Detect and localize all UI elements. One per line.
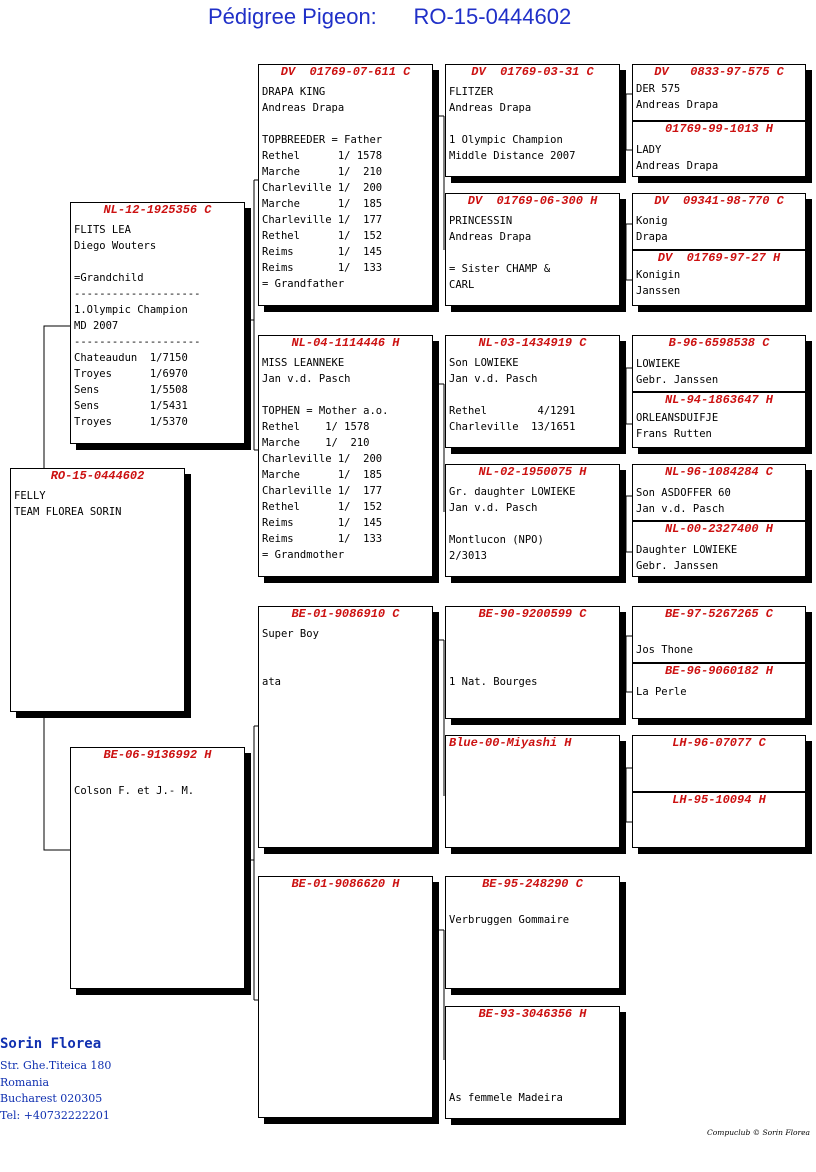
ring-number: NL-94-1863647 H xyxy=(664,393,774,407)
ring-number: NL-03-1434919 C xyxy=(478,336,587,350)
owner-address: Str. Ghe.Titeica 180 Romania Bucharest 020305 Tel: +40732222201 xyxy=(0,1059,112,1122)
pigeon-details xyxy=(633,751,805,755)
pigeon-details: Daughter LOWIEKE Gebr. Janssen xyxy=(636,544,738,572)
ring-number: BE-95-248290 C xyxy=(482,877,583,891)
pedigree-gen5-card[interactable] xyxy=(632,64,806,121)
pedigree-granddam-maternal-card[interactable] xyxy=(258,876,433,1118)
ring-number: NL-96-1084284 C xyxy=(664,465,774,479)
pedigree-gen5-card[interactable] xyxy=(632,663,806,719)
ring-number: BE-93-3046356 H xyxy=(478,1007,587,1021)
pedigree-gen5-card[interactable] xyxy=(632,464,806,521)
ring-number: BE-06-9136992 H xyxy=(103,748,212,762)
pedigree-gen4-card[interactable] xyxy=(445,606,620,719)
pedigree-gen4-card[interactable] xyxy=(445,335,620,448)
pigeon-details: FLITS LEA Diego Wouters =Grandchild -------------------- 1.Olympic Champion MD 2007 -------------------- Chateaudun 1/7150 Troyes 1/6970 Sens 1/5508 Sens 1/5431 Troyes 1/5370 xyxy=(74,224,201,428)
pigeon-details: Verbruggen Gommaire xyxy=(449,914,570,926)
pedigree-gen4-card[interactable] xyxy=(445,1006,620,1119)
page-title: Pédigree Pigeon: RO-15-0444602 xyxy=(208,4,572,29)
pedigree-subject-card[interactable] xyxy=(10,468,185,712)
pedigree-gen5-card[interactable] xyxy=(632,392,806,448)
ring-number: LH-95-10094 H xyxy=(672,793,766,807)
pedigree-gen5-card[interactable] xyxy=(632,250,806,306)
ring-number: NL-04-1114446 H xyxy=(291,336,400,350)
pedigree-gen5-card[interactable] xyxy=(632,792,806,848)
ring-number: BE-96-9060182 H xyxy=(664,664,774,678)
ring-number: 01769-99-1013 H xyxy=(664,122,774,136)
ring-number: DV 01769-07-611 C xyxy=(280,65,411,79)
ring-number: DV 01769-06-300 H xyxy=(467,194,598,208)
pigeon-details: Son ASDOFFER 60 Jan v.d. Pasch xyxy=(636,487,731,515)
pigeon-details: Konig Drapa xyxy=(636,215,668,243)
pedigree-gen4-card[interactable] xyxy=(445,876,620,989)
pigeon-details xyxy=(259,892,432,896)
pigeon-details: La Perle xyxy=(636,686,687,698)
software-credit: Compuclub © Sorin Florea xyxy=(707,1128,810,1137)
pigeon-details: Jos Thone xyxy=(636,644,693,656)
ring-number: NL-00-2327400 H xyxy=(664,522,774,536)
pigeon-details: Colson F. et J.- M. xyxy=(74,785,195,797)
pigeon-details: DER 575 Andreas Drapa xyxy=(636,83,719,111)
ring-number: DV 0833-97-575 C xyxy=(654,65,784,79)
ring-number: BE-90-9200599 C xyxy=(478,607,587,621)
pedigree-grandsire-paternal-card[interactable] xyxy=(258,64,433,306)
pedigree-dam-card[interactable] xyxy=(70,747,245,989)
pigeon-details xyxy=(446,751,619,755)
pigeon-details: Konigin Janssen xyxy=(636,269,681,297)
pigeon-details: Son LOWIEKE Jan v.d. Pasch Rethel 4/1291 Charleville 13/1651 xyxy=(449,357,576,433)
pigeon-details: 1 Nat. Bourges xyxy=(449,676,538,688)
ring-number: BE-01-9086910 C xyxy=(291,607,400,621)
pedigree-gen5-card[interactable] xyxy=(632,606,806,663)
owner-name: Sorin Florea xyxy=(0,1036,102,1052)
pedigree-granddam-paternal-card[interactable] xyxy=(258,335,433,577)
pedigree-gen4-card[interactable] xyxy=(445,64,620,177)
ring-number: DV 01769-03-31 C xyxy=(471,65,594,79)
pigeon-details: DRAPA KING Andreas Drapa TOPBREEDER = Father Rethel 1/ 1578 Marche 1/ 210 Charleville 1/ 200 Marche 1/ 185 Charleville 1/ 177 Rethel 1/ 152 Reims 1/ 145 Reims 1/ 133 = Grandfather xyxy=(262,86,383,290)
pigeon-details: ORLEANSDUIFJE Frans Rutten xyxy=(636,412,719,440)
ring-number: LH-96-07077 C xyxy=(672,736,766,750)
ring-number: DV 09341-98-770 C xyxy=(654,194,784,208)
pigeon-details xyxy=(633,808,805,812)
pigeon-details: LADY Andreas Drapa xyxy=(636,144,719,172)
pedigree-gen4-card[interactable] xyxy=(445,464,620,577)
ring-number: DV 01769-97-27 H xyxy=(657,251,781,265)
ring-number: BE-97-5267265 C xyxy=(664,607,774,621)
pigeon-details: PRINCESSIN Andreas Drapa = Sister CHAMP & CARL xyxy=(449,215,551,291)
pedigree-gen5-card[interactable] xyxy=(632,121,806,177)
ring-number: RO-15-0444602 xyxy=(50,469,145,483)
ring-number: Blue-00-Miyashi H xyxy=(449,736,572,750)
ring-number: B-96-6598538 C xyxy=(668,336,770,350)
pigeon-details: MISS LEANNEKE Jan v.d. Pasch TOPHEN = Mother a.o. Rethel 1/ 1578 Marche 1/ 210 Charleville 1/ 200 Marche 1/ 185 Charleville 1/ 177 Rethel 1/ 152 Reims 1/ 145 Reims 1/ 133 = Grandmother xyxy=(262,357,389,561)
pigeon-details: FELLY TEAM FLOREA SORIN xyxy=(14,490,122,518)
ring-number: NL-12-1925356 C xyxy=(103,203,212,217)
ring-number: BE-01-9086620 H xyxy=(291,877,400,891)
pedigree-gen5-card[interactable] xyxy=(632,521,806,577)
pedigree-gen5-card[interactable] xyxy=(632,735,806,792)
ring-number: NL-02-1950075 H xyxy=(478,465,587,479)
pigeon-details: FLITZER Andreas Drapa 1 Olympic Champion Middle Distance 2007 xyxy=(449,86,576,162)
pigeon-details: Super Boy ata xyxy=(262,628,319,688)
pedigree-sire-card[interactable] xyxy=(70,202,245,444)
pedigree-gen5-card[interactable] xyxy=(632,193,806,250)
pedigree-gen4-card[interactable] xyxy=(445,193,620,306)
pedigree-gen5-card[interactable] xyxy=(632,335,806,392)
pigeon-details: LOWIEKE Gebr. Janssen xyxy=(636,358,719,386)
pedigree-grandsire-maternal-card[interactable] xyxy=(258,606,433,848)
pigeon-details: Gr. daughter LOWIEKE Jan v.d. Pasch Montlucon (NPO) 2/3013 xyxy=(449,486,576,562)
pedigree-gen4-card[interactable] xyxy=(445,735,620,848)
pigeon-details: As femmele Madeira xyxy=(449,1092,563,1104)
